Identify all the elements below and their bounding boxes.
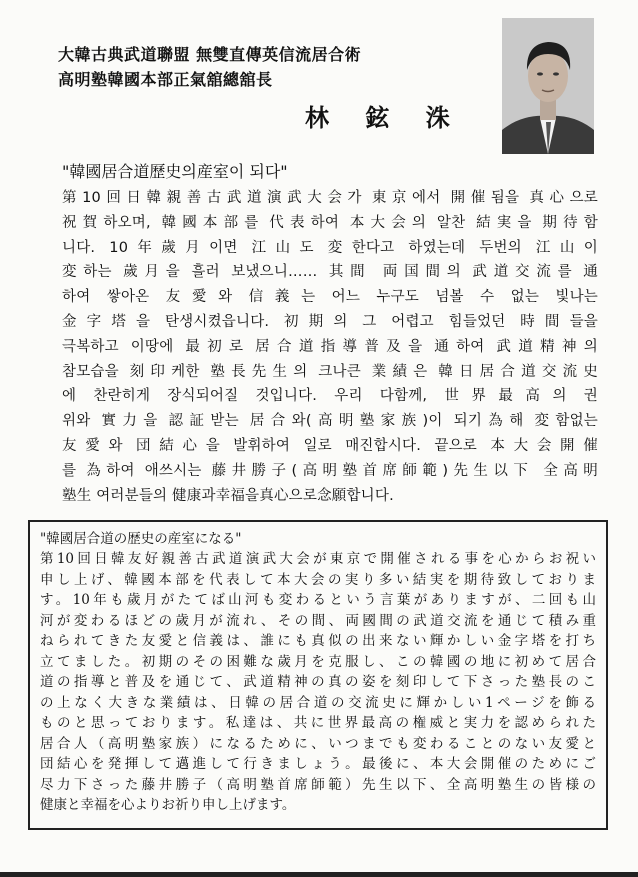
japanese-line: 申し上げ、韓國本部を代表して本大会の実り多い結実を期待致しておりま <box>40 571 596 588</box>
korean-line: 에 찬란히게 장식되어질 것입니다. 우리 다함께, 世界最高의 권 <box>62 388 598 405</box>
korean-line: 金字塔을 탄생시켰읍니다. 初期의 그 어렵고 힘들었던 時間들을 <box>62 313 598 330</box>
korean-title: "韓國居合道歷史의産室이 되다" <box>62 162 288 181</box>
japanese-line: 団結心を発揮して邁進して行きましょう。最後に、本大会開催のためにご <box>40 756 596 772</box>
japanese-line: 尽力下さった藤井勝子（高明塾首席師範）先生以下、全高明塾生の皆様の <box>40 776 596 793</box>
organization-title <box>58 42 498 92</box>
korean-line: 祝賀하오며, 韓國本部를 代表하여 本大会의 알찬 結実을 期待함 <box>62 214 598 231</box>
korean-line: 友愛와 団結心을 발휘하여 일로 매진합시다. 끝으로 本大会開催 <box>62 437 598 454</box>
japanese-line: す。10年も歲月がたてば山河も変わるという言葉がありますが、二回も山 <box>40 592 596 608</box>
japanese-line: の上なく大きな業績は、日韓の居合道の交流史に輝かしい1ページを飾る <box>40 694 596 711</box>
japanese-line: 立てました。初期のその困難な歲月を克服し、この韓國の地に初めて居合 <box>40 653 596 670</box>
korean-message <box>62 160 598 508</box>
organization-line-2: 高明塾韓國本部正氣舘總舘長 <box>58 70 273 89</box>
japanese-line: 道の指導と普及を通じて、武道精神の真の姿を刻印して下さった塾長のこ <box>40 674 596 690</box>
korean-line: 変하는 歲月을 흘러 보냈으니…… 其間 両国間의 武道交流를 通 <box>62 264 598 281</box>
korean-line: 극복하고 이땅에 最初로 居合道指導普及을 通하여 武道精神의 <box>62 338 598 355</box>
bottom-border <box>0 872 638 877</box>
japanese-line: 居合人（高明塾家族）になるために、いつまでも変わることのない友愛と <box>40 735 596 752</box>
korean-line: 塾生 여러분들의 健康과幸福을真心으로念願합니다. <box>62 487 394 504</box>
korean-line: 위와 實力을 認証받는 居合와(高明塾家族)이 되기為해 変함없는 <box>62 413 598 430</box>
korean-line: 니다. 10年歲月이면 江山도 変한다고 하였는데 두번의 江山이 <box>62 239 598 256</box>
korean-line: 를 為하여 애쓰시는 藤井勝子(高明塾首席師範)先生以下 全高明 <box>62 462 598 479</box>
japanese-line: ものと思っております。私達は、共に世界最高の権威と実力を認められた <box>40 715 596 731</box>
japanese-line: 第10回日韓友好親善古武道演武大会が東京で開催される事を心からお祝い <box>40 551 596 567</box>
korean-line: 하여 쌓아온 友愛와 信義는 어느 누구도 넘볼 수 없는 빛나는 <box>62 289 598 306</box>
japanese-line: ねられてきた友愛と信義は、誰にも真似の出来ない輝かしい金字塔を打ち <box>40 633 596 649</box>
japanese-line: 健康と幸福を心よりお祈り申し上げます。 <box>40 797 296 813</box>
japanese-translation-box <box>28 520 608 830</box>
korean-line: 참모습을 刻印케한 塾長先生의 크나큰 業績은 韓日居合道交流史 <box>62 363 598 380</box>
author-name: 林 鉉 洙 <box>305 103 464 132</box>
korean-line: 第10回日韓親善古武道演武大会가 東京에서 開催됨을 真心으로 <box>62 190 598 206</box>
organization-line-1: 大韓古典武道聯盟 無雙直傳英信流居合術 <box>58 45 362 64</box>
japanese-title: "韓國居合道の歴史の産室になる" <box>40 531 242 547</box>
japanese-line: 河が変わるほどの歲月が流れ、その間、両國間の武道交流を通じて積み重 <box>40 612 596 629</box>
author-portrait <box>502 18 594 154</box>
